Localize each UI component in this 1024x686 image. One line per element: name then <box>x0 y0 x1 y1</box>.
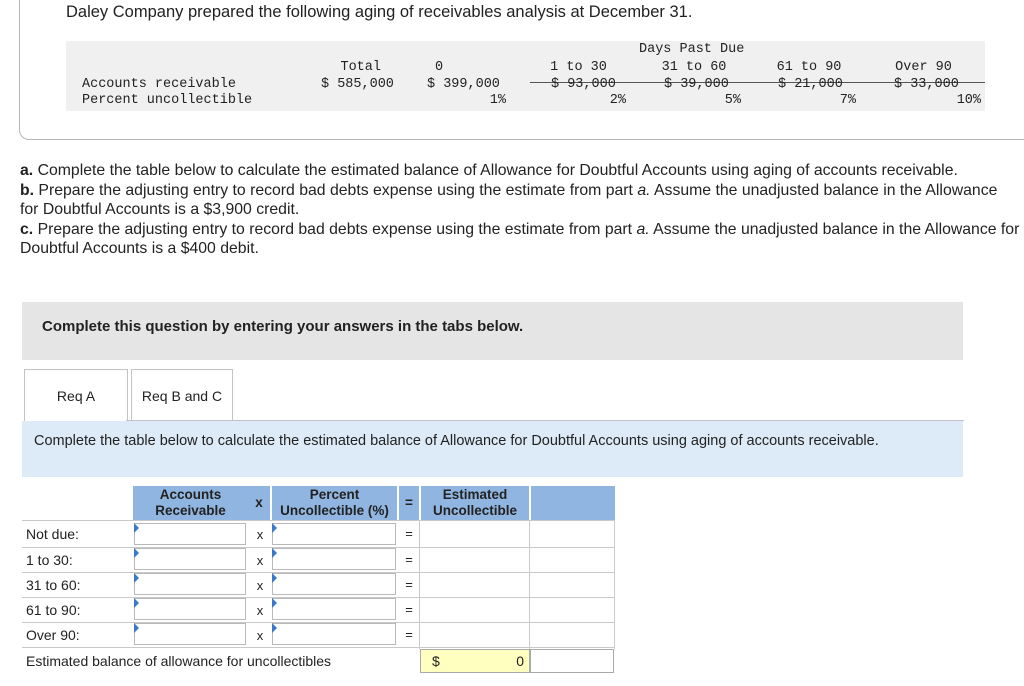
total-label: Estimated balance of allowance for uncollectibles <box>26 653 332 669</box>
pct-over-90: 10% <box>956 93 981 108</box>
pct-not-due: 1% <box>489 93 506 108</box>
header-31-60: 31 to 60 <box>661 60 727 75</box>
pct-input-31-60[interactable] <box>272 573 396 595</box>
total-value: 0 <box>516 653 524 669</box>
times-sign: x <box>256 527 264 542</box>
equals-sign: = <box>405 577 413 592</box>
equals-sign: = <box>405 627 413 642</box>
problem-intro: Daley Company prepared the following aging of receivables analysis at December 31. <box>66 3 693 21</box>
row-label-over-90: Over 90: <box>26 627 80 643</box>
col-equals: = <box>399 486 419 520</box>
header-not-due: 0 <box>434 60 444 75</box>
question-text <box>20 161 1020 259</box>
pct-row-label: Percent uncollectible <box>82 93 253 108</box>
total-blank-cell <box>530 649 614 673</box>
pct-input-not-due[interactable] <box>272 523 396 545</box>
equals-sign: = <box>405 552 413 567</box>
col-times: x <box>248 486 270 520</box>
col-blank <box>531 486 615 520</box>
part-c: c. Prepare the adjusting entry to record bad debts expense using the estimate from part a. Assume the unadjusted balance in the Allowance for Doubtful Accounts is a $400 debit. <box>20 220 1020 257</box>
col-estimated-uncollectible: Estimated Uncollectible <box>421 486 529 520</box>
grid-line <box>419 520 420 649</box>
row-divider <box>22 520 615 521</box>
ar-input-over-90[interactable] <box>134 623 246 645</box>
header-total: Total <box>340 60 381 75</box>
header-1-30: 1 to 30 <box>550 60 607 75</box>
days-past-due-label: Days Past Due <box>639 42 745 57</box>
col-percent-uncollectible: Percent Uncollectible (%) <box>272 486 397 520</box>
pct-input-over-90[interactable] <box>272 623 396 645</box>
times-sign: x <box>256 628 264 643</box>
tab-instruction: Complete the table below to calculate the estimated balance of Allowance for Doubtful Accounts using aging of accounts receivable. <box>22 421 963 477</box>
row-label-not-due: Not due: <box>26 526 79 542</box>
ar-input-1-30[interactable] <box>134 548 246 570</box>
header-61-90: 61 to 90 <box>776 60 842 75</box>
ar-not-due: $ 399,000 <box>427 77 500 92</box>
ar-61-90: $ 21,000 <box>778 77 843 92</box>
pct-31-60: 5% <box>724 93 741 108</box>
row-label-1-30: 1 to 30: <box>26 552 73 568</box>
ar-row-label: Accounts receivable <box>82 77 236 92</box>
row-label-31-60: 31 to 60: <box>26 577 81 593</box>
ar-input-61-90[interactable] <box>134 598 246 620</box>
header-over-90: Over 90 <box>895 60 952 75</box>
ar-input-not-due[interactable] <box>134 523 246 545</box>
equals-sign: = <box>405 526 413 541</box>
part-b: b. Prepare the adjusting entry to record bad debts expense using the estimate from part a. Assume the unadjusted balance in the Allowance for Doubtful Accounts is a $3,900 credit. <box>20 181 998 218</box>
ar-input-31-60[interactable] <box>134 573 246 595</box>
answer-banner: Complete this question by entering your answers in the tabs below. <box>22 302 963 360</box>
total-estimated-balance <box>420 649 530 673</box>
total-currency: $ <box>432 653 440 669</box>
tab-req-b-and-c[interactable]: Req B and C <box>131 369 233 422</box>
grid-line <box>529 520 530 649</box>
row-divider <box>22 647 615 648</box>
col-accounts-receivable: Accounts Receivable <box>133 486 248 520</box>
pct-input-61-90[interactable] <box>272 598 396 620</box>
times-sign: x <box>256 603 264 618</box>
tab-req-a[interactable]: Req A <box>24 369 128 422</box>
ar-total: $ 585,000 <box>321 77 394 92</box>
row-label-61-90: 61 to 90: <box>26 602 81 618</box>
times-sign: x <box>256 578 264 593</box>
ar-over-90: $ 33,000 <box>894 77 959 92</box>
ar-1-30: $ 93,000 <box>551 77 616 92</box>
equals-sign: = <box>405 602 413 617</box>
aging-schedule <box>66 41 985 111</box>
pct-61-90: 7% <box>839 93 856 108</box>
part-a: a. Complete the table below to calculate the estimated balance of Allowance for Doubtful Accounts using aging of accounts receivable. <box>20 162 958 179</box>
times-sign: x <box>256 553 264 568</box>
pct-1-30: 2% <box>609 93 626 108</box>
pct-input-1-30[interactable] <box>272 548 396 570</box>
grid-line <box>614 520 615 649</box>
ar-31-60: $ 39,000 <box>664 77 729 92</box>
